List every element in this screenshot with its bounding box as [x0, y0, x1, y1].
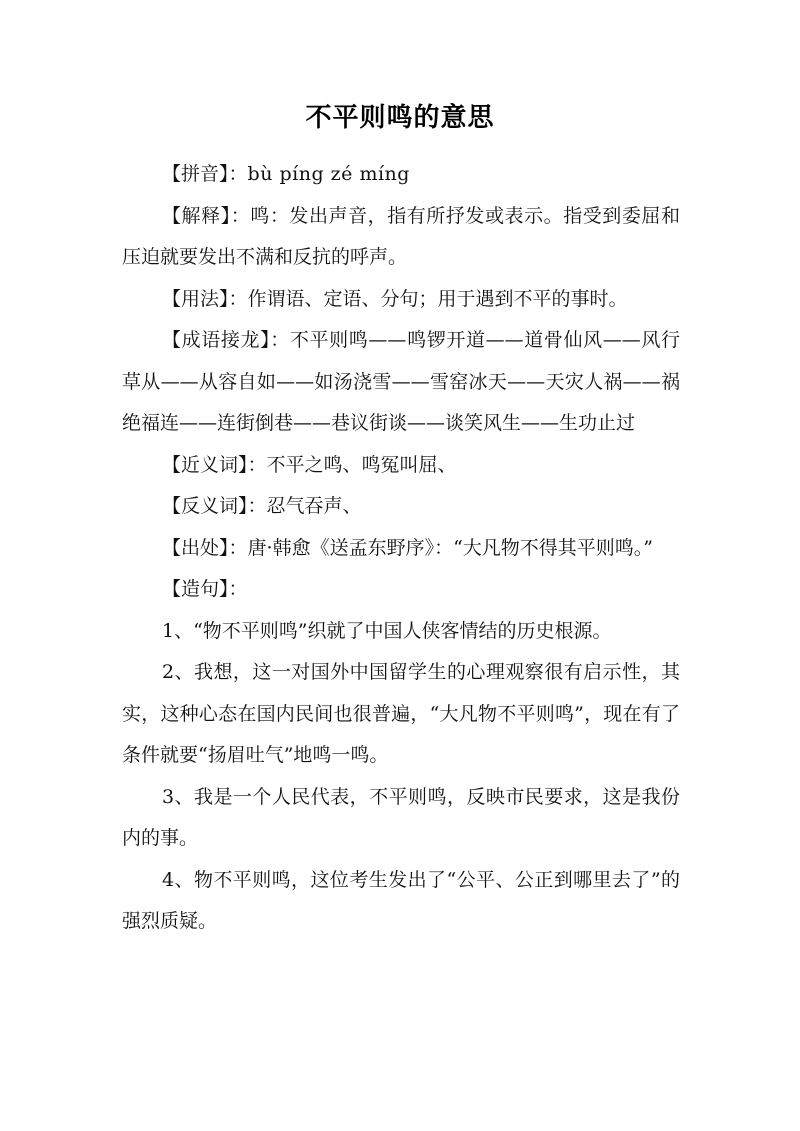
section-separator: ： [228, 287, 248, 310]
section-separator: ： [230, 204, 251, 227]
pinyin-paragraph [122, 154, 680, 196]
antonyms-paragraph [122, 486, 680, 528]
synonyms-paragraph [122, 445, 680, 487]
section-separator: ： [247, 453, 267, 476]
pinyin-text: bù píng zé míng [247, 163, 410, 185]
section-label: 【近义词】 [162, 453, 248, 476]
explanation-paragraph [122, 196, 680, 279]
idiom-chain-paragraph [122, 320, 680, 445]
synonyms-text: 不平之鸣、鸣冤叫屈、 [266, 453, 457, 476]
section-label: 【出处】 [162, 536, 229, 559]
section-label: 【拼音】 [162, 163, 229, 185]
usage-text: 作谓语、定语、分句；用于遇到不平的事时。 [247, 287, 628, 310]
section-separator: ： [228, 578, 248, 600]
idiom-chain-text: 不平则鸣——鸣锣开道——道骨仙风——风行草从——从容自如——如汤浇雪——雪窑冰天——天灾人祸——祸绝福连——连街倒巷——巷议街谈——谈笑风生——生功止过 [122, 329, 680, 434]
antonyms-text: 忍气吞声、 [266, 495, 362, 517]
source-text: 唐·韩愈《送孟东野序》：“大凡物不得其平则鸣。” [247, 536, 653, 559]
explanation-text: 鸣：发出声音，指有所抒发或表示。指受到委屈和压迫就要发出不满和反抗的呼声。 [122, 204, 680, 268]
section-label: 【用法】 [162, 287, 229, 310]
section-separator: ： [247, 495, 267, 517]
page-title: 不平则鸣的意思 [305, 103, 495, 133]
source-paragraph [122, 528, 680, 570]
examples-heading-paragraph [122, 569, 680, 611]
section-separator: ： [228, 163, 248, 185]
section-label: 【解释】 [162, 204, 231, 227]
section-separator: ： [228, 536, 248, 559]
section-label: 【成语接龙】 [162, 329, 271, 351]
section-label: 【造句】 [162, 578, 229, 600]
example-sentence: 4、物不平则鸣，这位考生发出了“公平、公正到哪里去了”的强烈质疑。 [122, 868, 680, 932]
section-label: 【反义词】 [162, 495, 248, 517]
example-sentence: 1、“物不平则鸣”织就了中国人侠客情结的历史根源。 [162, 619, 612, 642]
section-separator: ： [270, 329, 290, 351]
usage-paragraph [122, 279, 680, 321]
example-sentence: 3、我是一个人民代表，不平则鸣，反映市民要求，这是我份内的事。 [122, 785, 680, 849]
example-sentence: 2、我想，这一对国外中国留学生的心理观察很有启示性，其实，这种心态在国内民间也很普遍，“大凡物不平则鸣”，现在有了条件就要“扬眉吐气”地鸣一鸣。 [122, 661, 680, 766]
document-body [122, 154, 680, 943]
